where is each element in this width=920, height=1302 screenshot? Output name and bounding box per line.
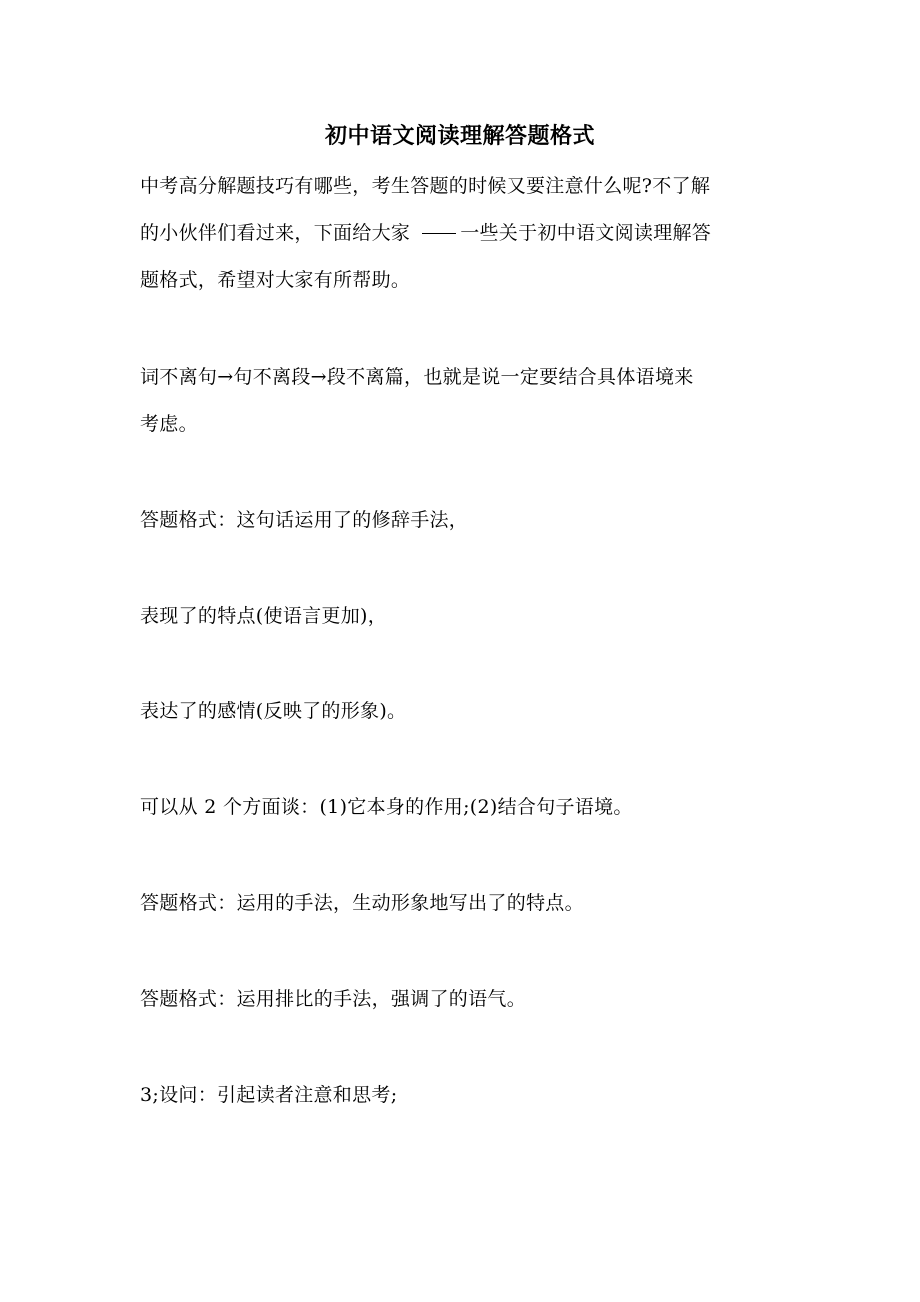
paragraph: 答题格式：运用排比的手法，强调了的语气。 [140, 988, 527, 1010]
principle-paragraph [140, 354, 780, 448]
paragraph: 3;设问：引起读者注意和思考; [140, 1084, 398, 1106]
paragraph: 答题格式：这句话运用了的修辞手法， [140, 509, 469, 531]
fill-blank [422, 232, 456, 234]
intro-paragraph [140, 163, 780, 304]
intro-line-3: 题格式，希望对大家有所帮助。 [140, 269, 411, 291]
paragraph: 可以从 2 个方面谈：(1)它本身的作用;(2)结合句子语境。 [140, 796, 633, 818]
intro-line-2-end: 一些关于初中语文阅读理解答 [460, 222, 712, 244]
paragraph: 表现了的特点(使语言更加)， [140, 605, 388, 627]
principle-line-1: 词不离句→句不离段→段不离篇，也就是说一定要结合具体语境来 [140, 366, 694, 388]
principle-line-2: 考虑。 [140, 413, 198, 435]
document-title: 初中语文阅读理解答题格式 [324, 123, 595, 149]
paragraph: 表达了的感情(反映了的形象)。 [140, 700, 407, 722]
intro-line-2-start: 的小伙伴们看过来，下面给大家 [140, 222, 411, 244]
paragraph: 答题格式：运用的手法，生动形象地写出了的特点。 [140, 892, 584, 914]
intro-line-1: 中考高分解题技巧有哪些，考生答题的时候又要注意什么呢?不了解 [140, 175, 711, 197]
intro-line-2 [140, 210, 780, 257]
